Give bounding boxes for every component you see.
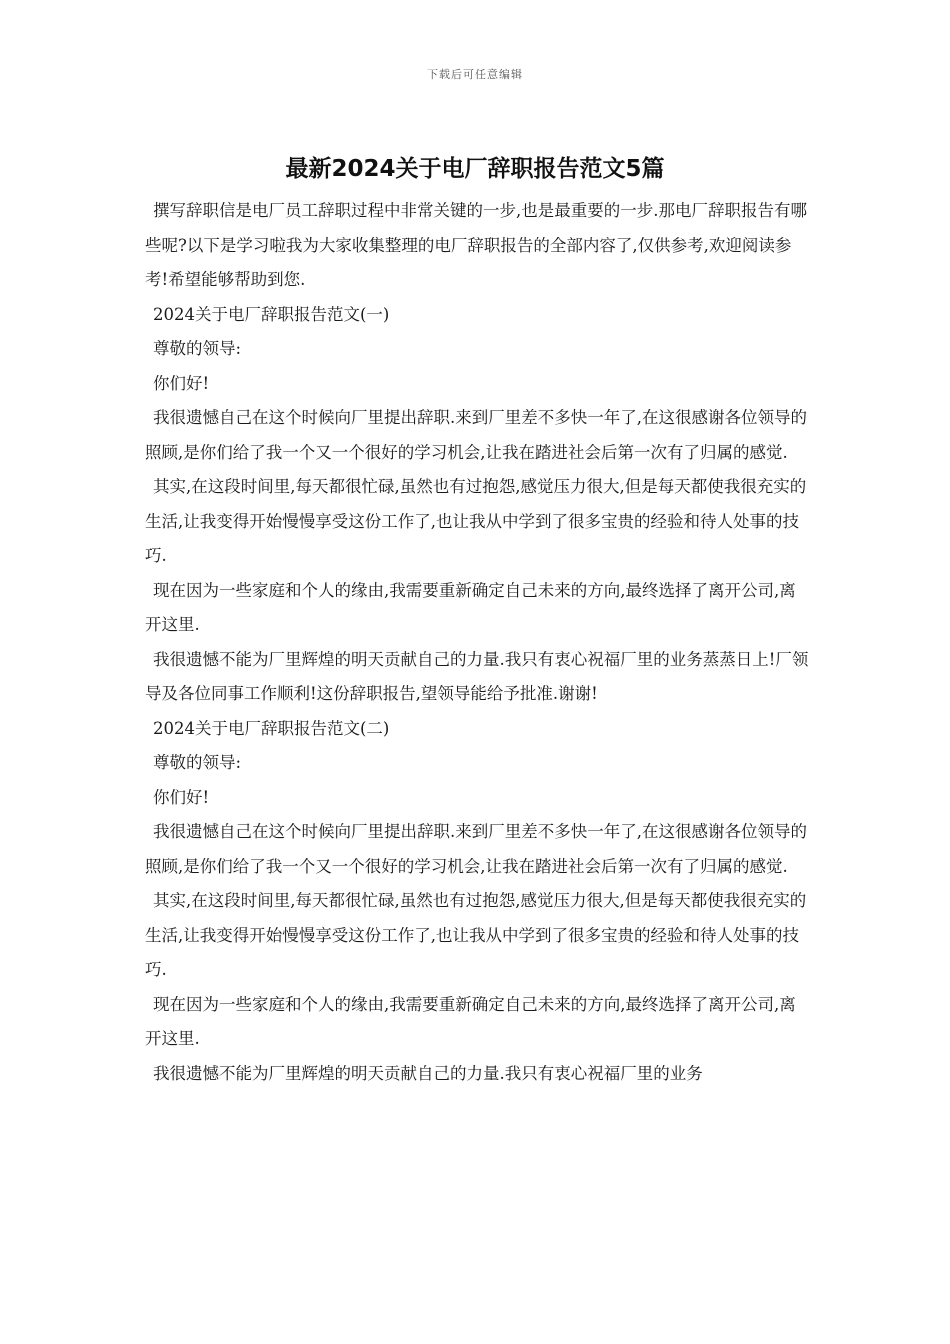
greeting: 你们好! [153,373,210,393]
body-paragraph: 其实,在这段时间里,每天都很忙碌,虽然也有过抱怨,感觉压力很大,但是每天都使我很充实的生活,让我变得开始慢慢享受这份工作了,也让我从中学到了很多宝贵的经验和待人处事的技巧. [145,891,807,979]
document-body [145,194,810,1091]
body-paragraph: 现在因为一些家庭和个人的缘由,我需要重新确定自己未来的方向,最终选择了离开公司,离开这里. [145,994,796,1048]
greeting: 你们好! [153,787,210,807]
section-heading-2: 2024关于电厂辞职报告范文(二) [153,718,390,738]
body-paragraph: 我很遗憾自己在这个时候向厂里提出辞职.来到厂里差不多快一年了,在这很感谢各位领导的照顾,是你们给了我一个又一个很好的学习机会,让我在踏进社会后第一次有了归属的感觉. [145,822,807,876]
document-title: 最新2024关于电厂辞职报告范文5篇 [285,156,665,182]
body-paragraph: 其实,在这段时间里,每天都很忙碌,虽然也有过抱怨,感觉压力很大,但是每天都使我很充实的生活,让我变得开始慢慢享受这份工作了,也让我从中学到了很多宝贵的经验和待人处事的技巧. [145,477,807,565]
section-heading-1: 2024关于电厂辞职报告范文(一) [153,304,390,324]
body-paragraph: 现在因为一些家庭和个人的缘由,我需要重新确定自己未来的方向,最终选择了离开公司,离开这里. [145,580,796,634]
salutation: 尊敬的领导: [153,339,242,358]
body-paragraph: 我很遗憾不能为厂里辉煌的明天贡献自己的力量.我只有衷心祝福厂里的业务蒸蒸日上!厂领导及各位同事工作顺利!这份辞职报告,望领导能给予批准.谢谢! [145,649,809,703]
body-paragraph: 我很遗憾自己在这个时候向厂里提出辞职.来到厂里差不多快一年了,在这很感谢各位领导的照顾,是你们给了我一个又一个很好的学习机会,让我在踏进社会后第一次有了归属的感觉. [145,408,807,462]
page-header: 下载后可任意编辑 [427,68,523,81]
intro-paragraph: 撰写辞职信是电厂员工辞职过程中非常关键的一步,也是最重要的一步.那电厂辞职报告有哪些呢?以下是学习啦我为大家收集整理的电厂辞职报告的全部内容了,仅供参考,欢迎阅读参考!希望能够帮助到您. [145,201,807,289]
salutation: 尊敬的领导: [153,753,242,772]
body-paragraph: 我很遗憾不能为厂里辉煌的明天贡献自己的力量.我只有衷心祝福厂里的业务 [153,1063,703,1083]
